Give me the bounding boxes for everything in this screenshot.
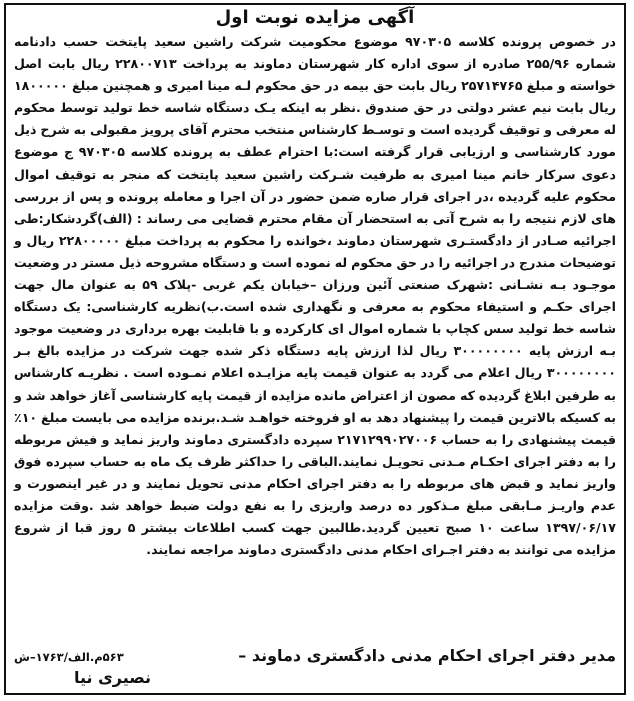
signer-title: مدیر دفتر اجرای احکام مدنی دادگستری دماوند – [238,646,616,665]
notice-title: آگهی مزایده نوبت اول [215,7,415,28]
notice-body: در خصوص پرونده کلاسه ۹۷۰۳۰۵ موضوع محکومیت شرکت راشین سعید پایتخت حسب دادنامه شماره ۲۵۵/۹۶ صادره از سوی اداره کار شهرستان دماوند به پرداخت ۲۲۸۰۰۷۱۳ ریال بابت اصل خواسته و مبلغ ۲۵۷۱۴۷۶۵ ریال بابت حق بیمه در حق محکوم لـه مینا امیری و همچنین مبلغ ۱۸۰۰۰۰۰ ریال بابت نیم عشر دولتی در حق صندوق .نظر به اینکه یـک دستگاه شاسه خط تولید توسط محکوم له معرفی و توقیف گردیده است و توسـط کارشناس منتخب محترم آقای پرویز مقبولی به شرح ذیل مورد کارشناسی و ارزیابی قرار گرفته است:با احترام عطف به پرونده کلاسه ۹۷۰۳۰۵ ج موضوع دعوی سرکار خانم مینا امیری به طرفیت شـرکت راشین سعید پایتخت که منجر به توقیف اموال محکوم علیه گردیده ،در اجرای قرار صاره ضمن حضور در آن اجرا و معامله پرونده و پس از بررسی های لازم نتیجه را به شرح آتی به استحضار آن مقام محترم قضایی می رساند : (الف)گردشکار:طی اجرائیه صـادر از دادگستـری شهرستان دماوند ،خوانده را محکوم به پرداخت مبلغ ۲۲۸۰۰۰۰۰ ریال و توضیحات مندرج در اجرائیه را در حق محکوم له نموده است و دستگاه مشروحه ذیل مستر در وضعیت موجـود بـه نشـانی :شهرک صنعتی آئین ورزان –خیابان یکم غربی -پلاک ۵۹ به عنوان مال جهت اجرای حکـم و استیفاء محکوم به معرفی و نگهداری شده است.ب)نظریه کارشناسی: یک دستگاه شاسه خط تولید سس کچاپ با شماره اموال ای کارکرده و با قابلیت بهره برداری در وضعیت موجود بـه ارزش پایه ۳۰۰۰۰۰۰۰۰ ریال لذا ارزش پایه دستگاه ذکر شده جهت شرکت در مزایده بالغ بـر ۳۰۰۰۰۰۰۰۰ ریال اعلام می گردد به عنوان قیمت پایه مزایـده اعلام نمـوده است . نظریـه کارشناس به طرفین ابلاغ گردیده که مصون از اعتراض مانده مزایده از قیمت پایه کارشناسی آغاز خواهد شد و به کسیکه بالاترین قیمت را پیشنهاد دهد به او فروخته خواهـد شـد.برنده مزایده می بایست مبلغ ۱۰٪ قیمت پیشنهادی را به حساب ۲۱۷۱۲۹۹۰۲۷۰۰۶ سپرده دادگستری دماوند واریز نماید و فیش مربوطه را به دفتر اجرای احکـام مـدنی تحویـل نمایند.الباقی را حداکثر ظرف یک ماه به حساب سپرده فوق واریز نماید و قبض های مربوطه را به دفتر اجرای احکام مدنی تحویل نمایند و در غیر اینصورت و عدم واریـز مـابقی مبلغ مـذکور ده درصد واریزی را به نفع دولت ضبط خواهد شد .وقت مزایده ۱۳۹۷/۰۶/۱۷ ساعت ۱۰ صبح تعیین گردید.طالبین جهت کسب اطلاعات بیشتر ۵ روز قبا از شروع مزایده می توانند به دفتر اجـرای احکام مدنی دادگستری دماوند مراجعه نمایند. [14,34,617,558]
signer-name: نصیری نیا [74,668,152,687]
footer-line [14,645,616,667]
notice-footer [14,645,616,689]
notice-frame [4,3,626,695]
reference-number: ۵۶۳م.الف/۱۷۶۳–ش [14,650,124,664]
